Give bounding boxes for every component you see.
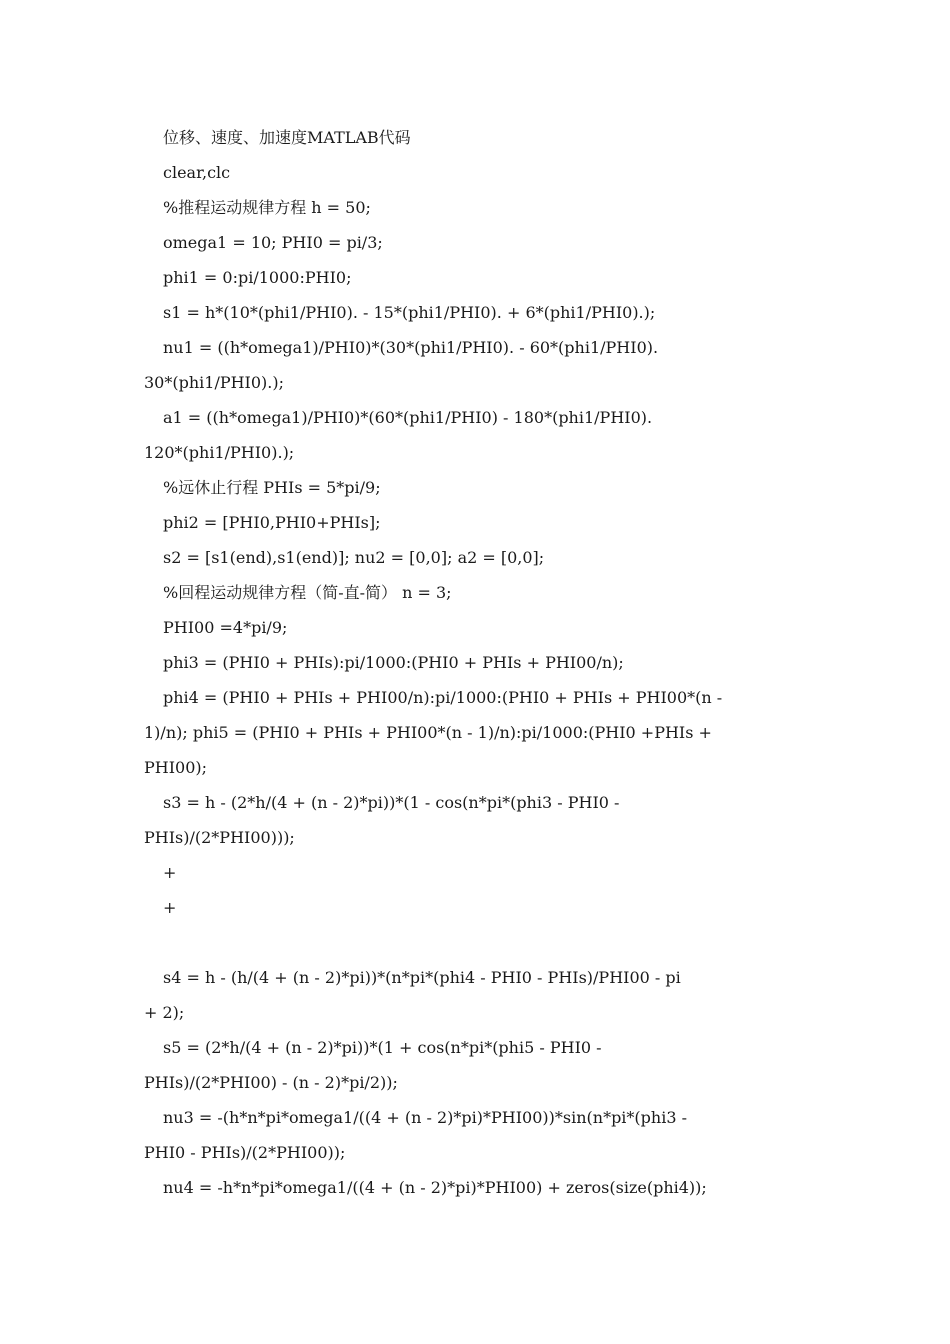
- code-line: %回程运动规律方程（简-直-简） n = 3;: [163, 583, 452, 602]
- code-line: PHIs)/(2*PHI00)));: [144, 828, 295, 847]
- code-line: PHI00 =4*pi/9;: [163, 618, 288, 637]
- code-line: +: [163, 863, 177, 882]
- code-line: PHI0 - PHIs)/(2*PHI00));: [144, 1143, 346, 1162]
- code-line: %远休止行程 PHIs = 5*pi/9;: [163, 478, 381, 497]
- code-line: a1 = ((h*omega1)/PHI0)*(60*(phi1/PHI0) - 180*(phi1/PHI0).: [163, 408, 653, 427]
- code-line: s5 = (2*h/(4 + (n - 2)*pi))*(1 + cos(n*pi*(phi5 - PHI0 -: [163, 1038, 602, 1057]
- code-line: 120*(phi1/PHI0).);: [144, 443, 295, 462]
- code-line: %推程运动规律方程 h = 50;: [163, 198, 371, 217]
- code-line: s4 = h - (h/(4 + (n - 2)*pi))*(n*pi*(phi4 - PHI0 - PHIs)/PHI00 - pi: [163, 968, 681, 987]
- code-line: 30*(phi1/PHI0).);: [144, 373, 285, 392]
- code-line: phi3 = (PHI0 + PHIs):pi/1000:(PHI0 + PHIs + PHI00/n);: [163, 653, 624, 672]
- code-line: +: [163, 898, 177, 917]
- code-line: + 2);: [144, 1003, 185, 1022]
- code-listing: [144, 120, 824, 1205]
- code-line: s1 = h*(10*(phi1/PHI0). - 15*(phi1/PHI0). + 6*(phi1/PHI0).);: [163, 303, 656, 322]
- code-line: phi1 = 0:pi/1000:PHI0;: [163, 268, 352, 287]
- code-line: s3 = h - (2*h/(4 + (n - 2)*pi))*(1 - cos(n*pi*(phi3 - PHI0 -: [163, 793, 620, 812]
- code-line: phi2 = [PHI0,PHI0+PHIs];: [163, 513, 381, 532]
- code-line: 位移、速度、加速度MATLAB代码: [163, 128, 411, 147]
- code-line: PHI00);: [144, 758, 208, 777]
- code-line: omega1 = 10; PHI0 = pi/3;: [163, 233, 383, 252]
- code-line: nu1 = ((h*omega1)/PHI0)*(30*(phi1/PHI0). - 60*(phi1/PHI0).: [163, 338, 659, 357]
- code-line: s2 = [s1(end),s1(end)]; nu2 = [0,0]; a2 = [0,0];: [163, 548, 545, 567]
- code-line: nu3 = -(h*n*pi*omega1/((4 + (n - 2)*pi)*PHI00))*sin(n*pi*(phi3 -: [163, 1108, 687, 1127]
- code-line: phi4 = (PHI0 + PHIs + PHI00/n):pi/1000:(PHI0 + PHIs + PHI00*(n -: [163, 688, 723, 707]
- code-line: PHIs)/(2*PHI00) - (n - 2)*pi/2));: [144, 1073, 398, 1092]
- code-line: nu4 = -h*n*pi*omega1/((4 + (n - 2)*pi)*PHI00) + zeros(size(phi4));: [163, 1178, 707, 1197]
- code-line: clear,clc: [163, 163, 231, 182]
- blank-line: [144, 925, 824, 960]
- code-line: 1)/n); phi5 = (PHI0 + PHIs + PHI00*(n - 1)/n):pi/1000:(PHI0 +PHIs +: [144, 723, 712, 742]
